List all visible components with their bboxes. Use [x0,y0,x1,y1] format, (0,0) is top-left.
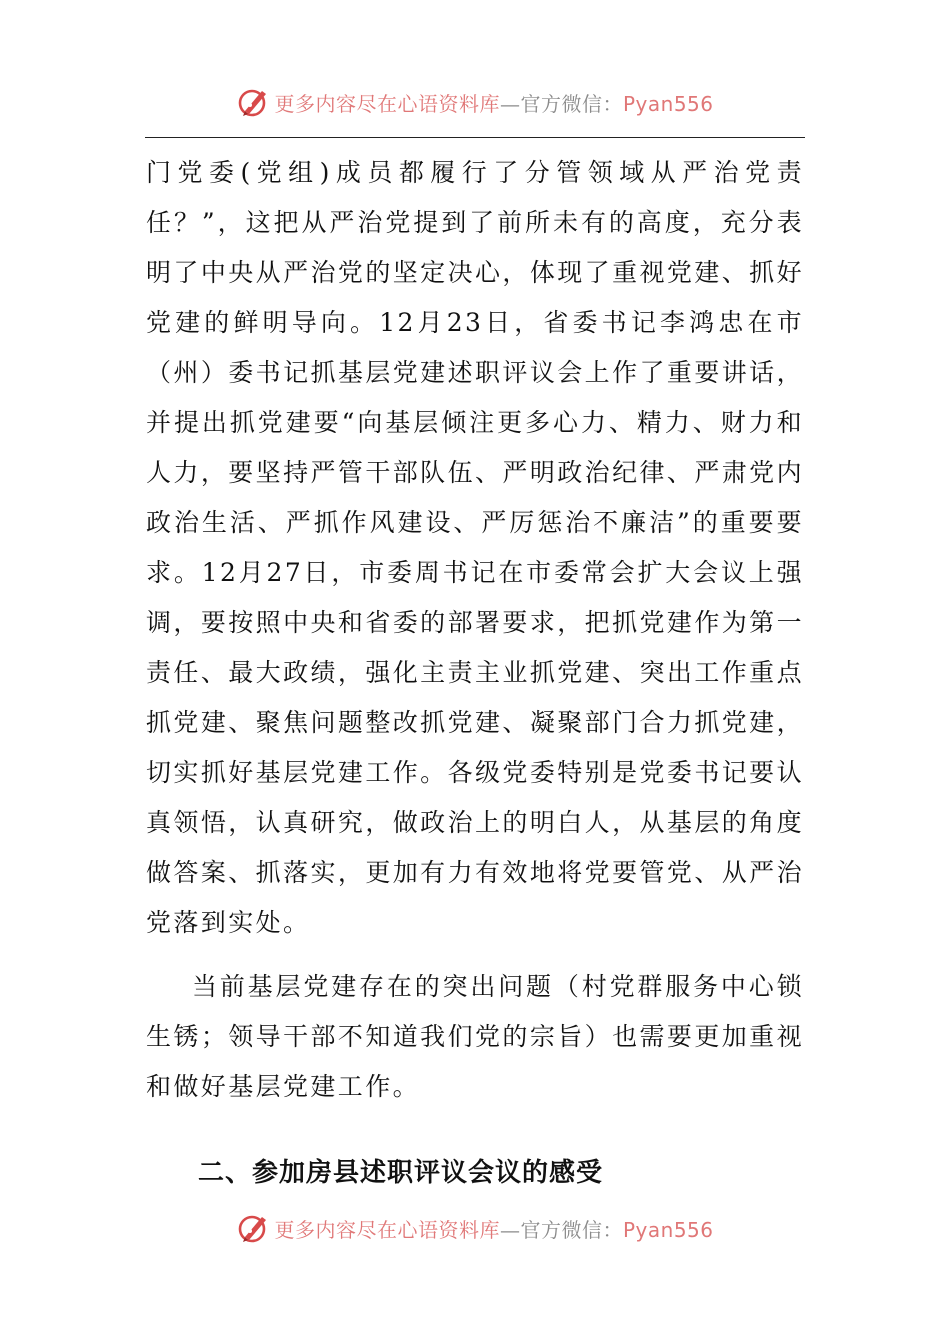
footer-banner-text [274,1214,713,1243]
body-paragraph-1: 门党委(党组)成员都履行了分管领域从严治党责任？”，这把从严治党提到了前所未有的高度，充分表明了中央从严治党的坚定决心，体现了重视党建、抓好党建的鲜明导向。12月23日，省委书记李鸿忠在市（州）委书记抓基层党建述职评议会上作了重要讲话，并提出抓党建要“向基层倾注更多心力、精力、财力和人力，要坚持严管干部队伍、严明政治纪律、严肃党内政治生活、严抓作风建设、严厉惩治不廉洁”的重要要求。12月27日，市委周书记在市委常会扩大会议上强调，要按照中央和省委的部署要求，把抓党建作为第一责任、最大政绩，强化主责主业抓党建、突出工作重点抓党建、聚焦问题整改抓党建、凝聚部门合力抓党建，切实抓好基层党建工作。各级党委特别是党委书记要认真领悟，认真研究，做政治上的明白人，从基层的角度做答案、抓落实，更加有力有效地将党要管党、从严治党落到实处。 [146,158,804,937]
pen-circle-icon [236,85,270,119]
footer-watermark-banner [0,1206,950,1250]
banner-label: 官方微信： [520,91,623,116]
banner-dash: — [499,1217,521,1242]
banner-main-text: 更多内容尽在心语资料库 [274,1217,500,1242]
header-watermark-banner [0,80,950,124]
body-paragraph-2: 当前基层党建存在的突出问题（村党群服务中心锁生锈；领导干部不知道我们党的宗旨）也需要更加重视和做好基层党建工作。 [146,972,804,1101]
header-rule [145,137,805,138]
banner-wechat-id: Pyan556 [622,91,714,116]
banner-dash: — [499,91,521,116]
header-banner-text [274,88,713,117]
banner-label: 官方微信： [520,1217,623,1242]
section-heading: 二、参加房县述职评议会议的感受 [198,1158,604,1188]
banner-wechat-id: Pyan556 [622,1217,714,1242]
pen-circle-icon [236,1211,270,1245]
document-body [146,148,804,1198]
banner-main-text: 更多内容尽在心语资料库 [274,91,500,116]
